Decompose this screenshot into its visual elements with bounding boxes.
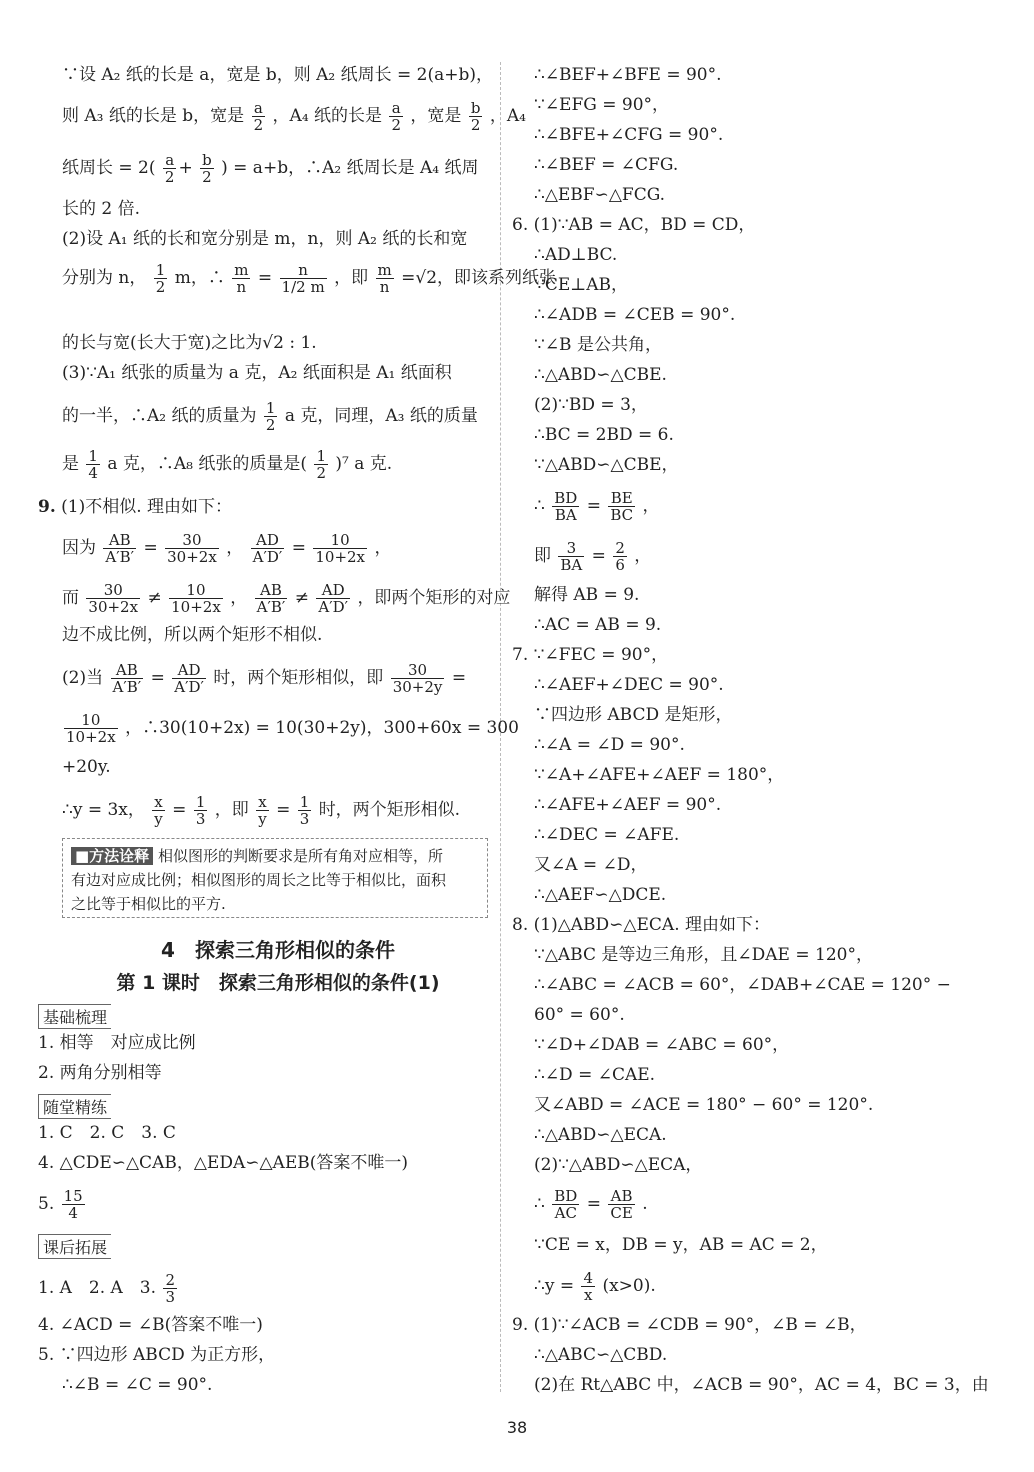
text-line: ∵△ABD∽△CBE，	[534, 455, 679, 475]
text-line: 4. △CDE∽△CAB，△EDA∽△AEB(答案不唯一)	[38, 1153, 408, 1173]
fraction: $\frac{1}{2}$	[316, 447, 326, 482]
text-line: 60° = 60°.	[534, 1005, 625, 1025]
text-line: ∴△AEF∽△DCE.	[534, 885, 667, 905]
fraction: $\frac{b}{2}$	[202, 151, 212, 186]
text-line: 又∠A = ∠D，	[534, 855, 648, 875]
fraction: $\frac{m}{n}$	[234, 261, 249, 296]
text-line: 长的 2 倍.	[62, 199, 141, 219]
text-line: 因为 $\frac{AB}{A'B'}$ = $\frac{30}{30+2x}$ ， $\frac{AD}{A'D'}$ = $\frac{10}{10+2x}$ ，	[62, 531, 392, 566]
text-line: ∴∠ABC = ∠ACB = 60°，∠DAB+∠CAE = 120° −	[534, 975, 951, 995]
text-line: ∴∠BFE+∠CFG = 90°.	[534, 125, 724, 145]
text-line: ∵△ABC 是等边三角形，且∠DAE = 120°，	[534, 945, 873, 965]
text-line: 的一半，∴A₂ 纸的质量为 $\frac{1}{2}$ a 克，同理，A₃ 纸的质量	[62, 399, 478, 434]
text-line: 6. (1)∵AB = AC，BD = CD，	[512, 215, 756, 235]
text-line: ∵∠A+∠AFE+∠AEF = 180°，	[534, 765, 785, 785]
text-line: ∴∠BEF = ∠CFG.	[534, 155, 679, 175]
page-number: 38	[506, 1418, 528, 1437]
fraction: $\frac{1}{2}$	[155, 261, 166, 296]
method-note-line: 有边对应成比例；相似图形的周长之比等于相似比，面积	[71, 871, 447, 889]
text-line: ∴AD⊥BC.	[534, 245, 618, 265]
text-line: 而 $\frac{30}{30+2x}$ ≠ $\frac{10}{10+2x}$ ， $\frac{AB}{A'B'}$ ≠ $\frac{AD}{A'D'}$ ，即两个矩形的对应	[62, 581, 511, 616]
text-line: ∴∠AEF+∠DEC = 90°.	[534, 675, 724, 695]
text-line: +20y.	[62, 757, 111, 777]
text-line: 8. (1)△ABD∽△ECA. 理由如下：	[512, 915, 770, 935]
text-line: 7. ∵∠FEC = 90°，	[512, 645, 669, 665]
text-line: ∵∠EFG = 90°，	[534, 95, 670, 115]
text-line: 9. (1)∵∠ACB = ∠CDB = 90°，∠B = ∠B，	[512, 1315, 867, 1335]
text-line: ∴ $\frac{BD}{BA}$ = $\frac{BE}{BC}$ ，	[534, 489, 660, 524]
text-line: 即 $\frac{3}{BA}$ = $\frac{2}{6}$ ，	[534, 539, 652, 574]
text-line: 1. 相等 对应成比例	[38, 1033, 196, 1053]
text-line: (2)在 Rt△ABC 中，∠ACB = 90°，AC = 4，BC = 3，由	[534, 1375, 989, 1395]
text-line: ∴∠BEF+∠BFE = 90°.	[534, 65, 722, 85]
fraction: $\frac{a}{2}$	[164, 151, 175, 186]
text-line: ∴△ABD∽△ECA.	[534, 1125, 667, 1145]
text-line: ∵∠D+∠DAB = ∠ABC = 60°，	[534, 1035, 790, 1055]
method-note-line: ■方法诠释 相似图形的判断要求是所有角对应相等，所	[71, 845, 443, 866]
text-line: (2)∵BD = 3，	[534, 395, 648, 415]
fraction: $\frac{a}{2}$	[253, 99, 264, 134]
fraction: $\frac{1}{4}$	[88, 447, 98, 482]
text-line: 是 $\frac{1}{4}$ a 克，∴A₈ 纸张的质量是( $\frac{1}{2}$ )⁷ a 克.	[62, 447, 393, 482]
text-line: 纸周长 = 2( $\frac{a}{2}$ + $\frac{b}{2}$ ) = a+b，∴A₂ 纸周长是 A₄ 纸周	[62, 151, 479, 186]
text-line: ∵四边形 ABCD 是矩形，	[534, 705, 733, 725]
text-line: ∴∠AFE+∠AEF = 90°.	[534, 795, 722, 815]
text-line: (3)∵A₁ 纸张的质量为 a 克，A₂ 纸面积是 A₁ 纸面积	[62, 363, 452, 383]
text-line: ∴ $\frac{BD}{AC}$ = $\frac{AB}{CE}$ .	[534, 1187, 648, 1222]
text-line: 9. (1)不相似. 理由如下：	[38, 497, 233, 517]
text-line: $\frac{10}{10+2x}$ ，∴30(10+2x) = 10(30+2y)，300+60x = 300	[66, 711, 519, 746]
text-line: 的长与宽(长大于宽)之比为√2 : 1.	[62, 333, 317, 353]
text-line: 解得 AB = 9.	[534, 585, 640, 605]
text-line: ∵CE = x，DB = y，AB = AC = 2，	[534, 1235, 828, 1255]
text-line: 又∠ABD = ∠ACE = 180° − 60° = 120°.	[534, 1095, 874, 1115]
text-line: ∴∠DEC = ∠AFE.	[534, 825, 680, 845]
text-line: 4. ∠ACD = ∠B(答案不唯一)	[38, 1315, 263, 1335]
text-line: ∴BC = 2BD = 6.	[534, 425, 674, 445]
fraction: $\frac{b}{2}$	[470, 99, 481, 134]
section-label: 基础梳理	[38, 1004, 111, 1029]
text-line: ∴∠ADB = ∠CEB = 90°.	[534, 305, 736, 325]
fraction: $\frac{n}{1/2 m}$	[281, 261, 325, 296]
text-line: ∴△ABC∽△CBD.	[534, 1345, 668, 1365]
text-line: ∴y = $\frac{4}{x}$ (x>0).	[534, 1269, 656, 1304]
text-line: ∴∠A = ∠D = 90°.	[534, 735, 685, 755]
section-label: 随堂精练	[38, 1094, 111, 1119]
text-line: (2)当 $\frac{AB}{A'B'}$ = $\frac{AD}{A'D'}$ 时，两个矩形相似，即 $\frac{30}{30+2y}$ =	[62, 661, 467, 696]
section-heading: 4 探索三角形相似的条件	[161, 938, 395, 962]
lesson-heading: 第 1 课时 探索三角形相似的条件(1)	[116, 972, 440, 994]
text-line: (2)∵△ABD∽△ECA，	[534, 1155, 703, 1175]
text-line: ∵∠B 是公共角，	[534, 335, 662, 355]
fraction: $\frac{a}{2}$	[391, 99, 401, 134]
text-line: 边不成比例，所以两个矩形不相似.	[62, 625, 323, 645]
text-line: 分别为 n， $\frac{1}{2}$ m，∴ $\frac{m}{n}$ = $\frac{n}{1/2 m}$ ，即 $\frac{m}{n}$ =√2，即该系列纸张	[62, 261, 557, 296]
text-line: ∴△ABD∽△CBE.	[534, 365, 667, 385]
text-line: 1. A 2. A 3. $\frac{2}{3}$	[38, 1271, 175, 1306]
method-note-line: 之比等于相似比的平方.	[71, 895, 226, 913]
text-line: ∵CE⊥AB，	[534, 275, 628, 295]
text-line: ∴∠B = ∠C = 90°.	[62, 1375, 213, 1395]
text-line: 1. C 2. C 3. C	[38, 1123, 176, 1143]
text-line: ∴y = 3x， $\frac{x}{y}$ = $\frac{1}{3}$ ，即 $\frac{x}{y}$ = $\frac{1}{3}$ 时，两个矩形相似.	[62, 793, 461, 828]
fraction: $\frac{m}{n}$	[377, 261, 392, 296]
text-line: 则 A₃ 纸的长是 b，宽是 $\frac{a}{2}$ ，A₄ 纸的长是 $\frac{a}{2}$ ，宽是 $\frac{b}{2}$ ，A₄	[62, 99, 526, 134]
text-line: 5. ∵四边形 ABCD 为正方形，	[38, 1345, 276, 1365]
text-line: ∴∠D = ∠CAE.	[534, 1065, 656, 1085]
text-line: ∴AC = AB = 9.	[534, 615, 662, 635]
text-line: ∴△EBF∽△FCG.	[534, 185, 666, 205]
method-note-box	[62, 838, 488, 918]
section-label: 课后拓展	[38, 1234, 111, 1259]
text-line: 5. $\frac{15}{4}$	[38, 1187, 83, 1222]
text-line: ∵设 A₂ 纸的长是 a，宽是 b，则 A₂ 纸周长 = 2(a+b)，	[62, 65, 494, 85]
text-line: 2. 两角分别相等	[38, 1063, 162, 1083]
fraction: $\frac{1}{2}$	[265, 399, 276, 434]
text-line: (2)设 A₁ 纸的长和宽分别是 m，n，则 A₂ 纸的长和宽	[62, 229, 468, 249]
